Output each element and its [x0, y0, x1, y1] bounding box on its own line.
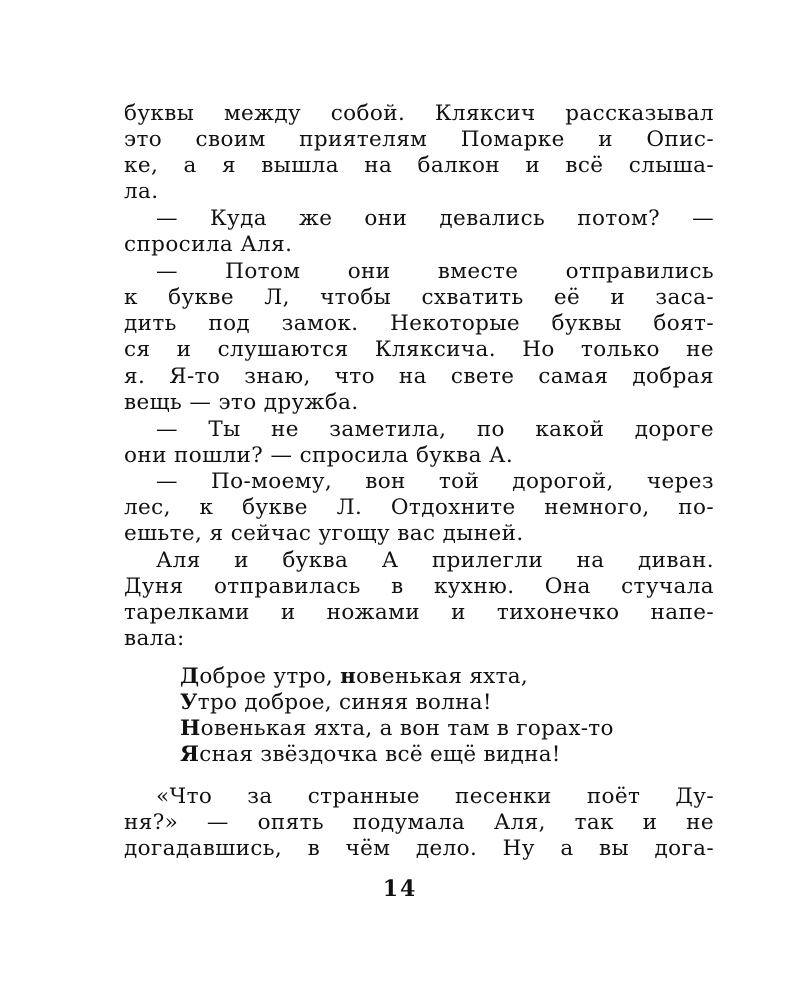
verse-text: оброе утро, — [199, 664, 341, 689]
text-line: Аля и буква А прилегли на диван. — [156, 548, 714, 573]
text-line: они пошли? — спросила буква А. — [124, 443, 514, 468]
text-line: «Что за странные песенки поёт Ду- — [156, 784, 714, 809]
text-line: — По-моему, вон той дорогой, через — [156, 469, 714, 494]
text-line: спросила Аля. — [124, 232, 293, 257]
verse-initial: Д — [180, 664, 200, 689]
verse-initial: Я — [180, 742, 200, 767]
verse-text: овенькая яхта, — [356, 664, 529, 689]
text-line: лес, к букве Л. Отдохните немного, по- — [124, 495, 714, 520]
page-number: 14 — [382, 876, 418, 902]
verse-text: сная звёздочка всё ещё видна! — [199, 742, 561, 767]
verse-text: овенькая яхта, а вон там в горах-то — [200, 716, 614, 741]
verse-line — [180, 716, 614, 742]
text-line: ешьте, я сейчас угощу вас дыней. — [124, 521, 524, 546]
text-line: — Куда же они девались потом? — — [156, 206, 714, 231]
verse-line — [180, 690, 492, 716]
text-line: — Потом они вместе отправились — [156, 259, 714, 284]
text-line: ня?» — опять подумала Аля, так и не — [124, 810, 714, 835]
text-line: это своим приятелям Помарке и Опис- — [124, 127, 714, 152]
text-line: ке, а я вышла на балкон и всё слыша- — [124, 153, 714, 178]
text-line: — Ты не заметила, по какой дороге — [156, 417, 714, 442]
text-line: буквы между собой. Кляксич рассказывал — [124, 101, 714, 126]
text-line: тарелками и ножами и тихонечко напе- — [124, 600, 714, 625]
verse-text: тро доброе, синяя волна! — [197, 690, 492, 715]
verse-initial: Н — [180, 716, 201, 741]
text-line: я. Я-то знаю, что на свете самая добрая — [124, 364, 714, 389]
verse-line — [180, 664, 528, 690]
verse-initial: У — [180, 690, 198, 715]
text-line: дить под замок. Некоторые буквы боят- — [124, 311, 714, 336]
text-line: догадавшись, в чём дело. Ну а вы дога- — [124, 836, 714, 861]
text-line: к букве Л, чтобы схватить её и заса- — [124, 285, 714, 310]
verse-line — [180, 742, 561, 768]
text-line: ся и слушаются Кляксича. Но только не — [124, 337, 714, 362]
text-line: Дуня отправилась в кухню. Она стучала — [124, 574, 714, 599]
text-line: вещь — это дружба. — [124, 390, 359, 415]
text-line: ла. — [124, 179, 159, 204]
text-line: вала: — [124, 626, 185, 651]
verse-initial: н — [340, 664, 357, 689]
